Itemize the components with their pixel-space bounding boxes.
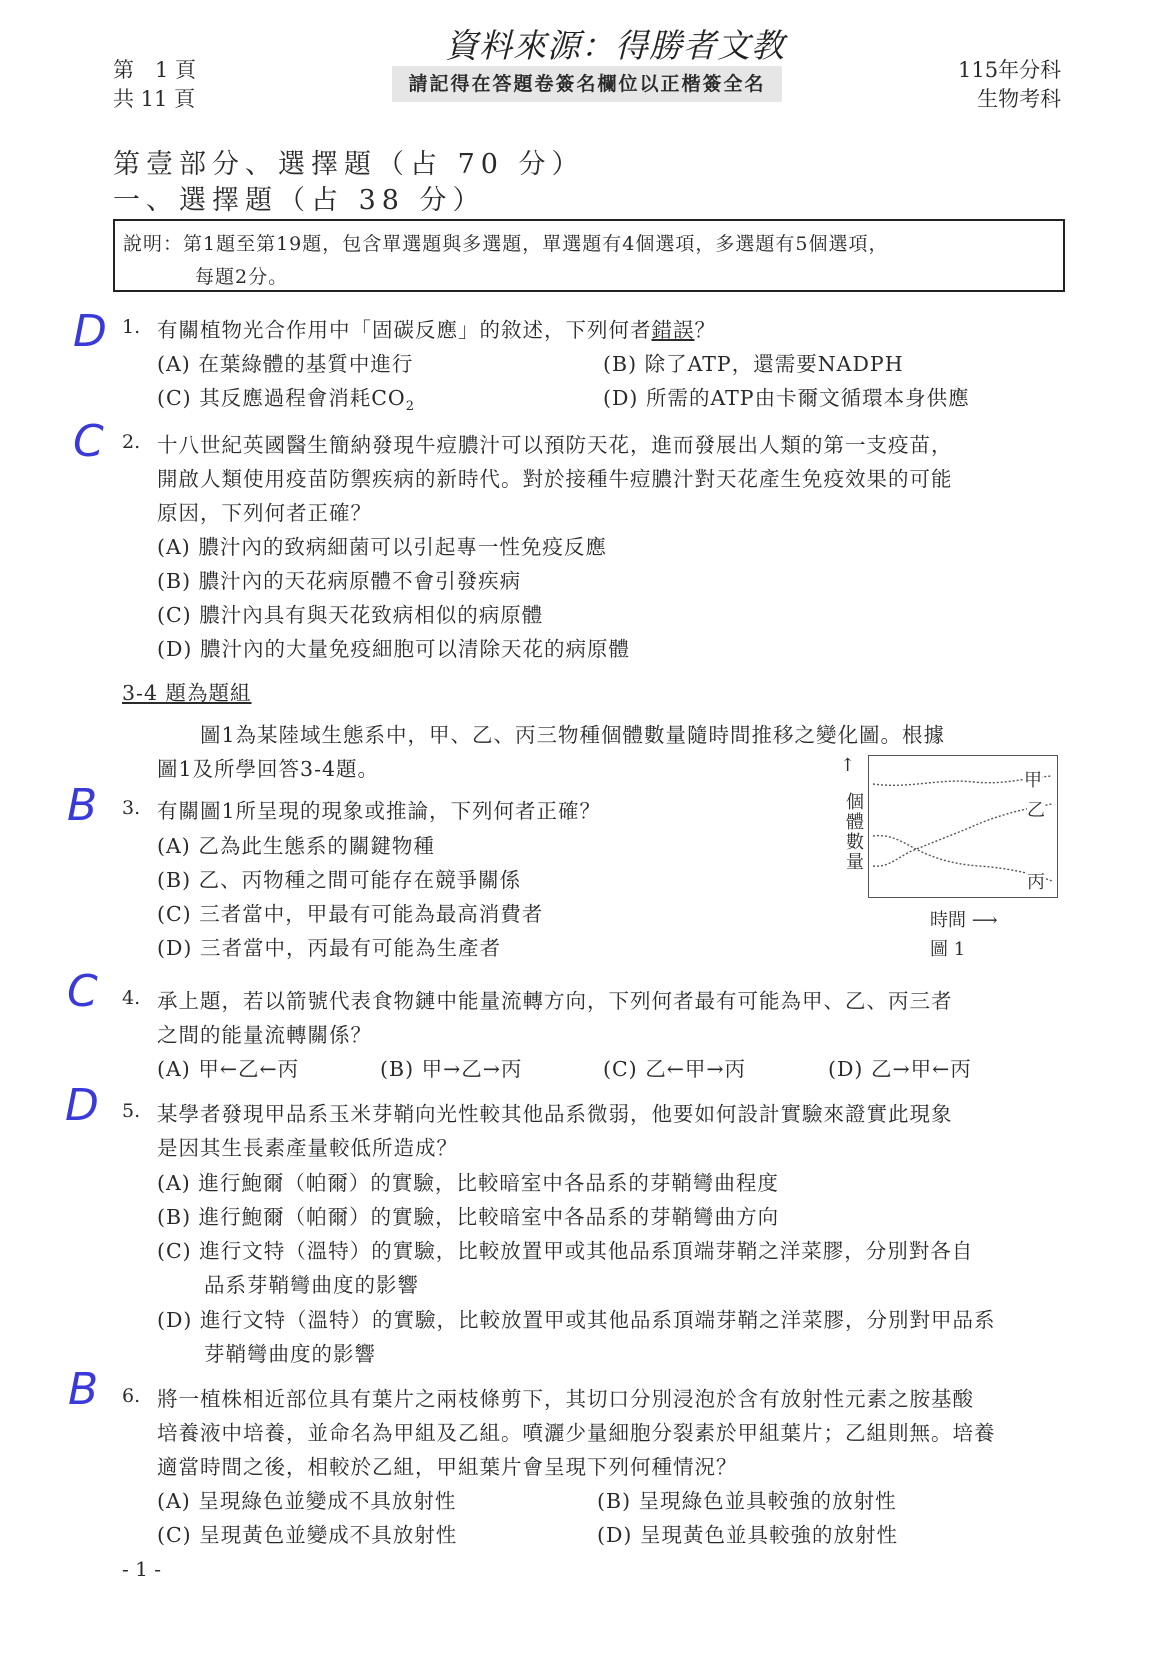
instruction-line-1: 說明：第1題至第19題，包含單選題與多選題，單選題有4個選項，多選題有5個選項， <box>123 233 889 255</box>
stem-emphasis: 錯誤 <box>651 318 695 342</box>
option-d-continued: 芽鞘彎曲度的影響 <box>204 1342 376 1366</box>
question-number: 3. <box>122 797 141 819</box>
question-number: 4. <box>122 987 141 1009</box>
option-c-text: (C) 其反應過程會消耗CO <box>157 386 406 410</box>
question-stem-line: 之間的能量流轉關係？ <box>157 1023 372 1047</box>
subscript-2: 2 <box>405 399 415 415</box>
option-c: (C) 膿汁內具有與天花致病相似的病原體 <box>157 603 544 627</box>
answer-mark-q2: C <box>73 416 104 467</box>
option-c <box>157 381 415 414</box>
option-a: (A) 呈現綠色並變成不具放射性 <box>157 1489 457 1513</box>
option-b: (B) 進行鮑爾（帕爾）的實驗，比較暗室中各品系的芽鞘彎曲方向 <box>157 1205 780 1229</box>
x-axis-text: 時間 <box>930 910 966 931</box>
group-intro-line: 圖1為某陸域生態系中，甲、乙、丙三物種個體數量隨時間推移之變化圖。根據 <box>200 723 946 747</box>
series-label-jia: 甲 <box>1024 766 1042 792</box>
question-stem-line: 承上題，若以箭號代表食物鏈中能量流轉方向，下列何者最有可能為甲、乙、丙三者 <box>157 989 953 1013</box>
question-stem-line: 開啟人類使用疫苗防禦疾病的新時代。對於接種牛痘膿汁對天花產生免疫效果的可能 <box>157 467 953 491</box>
question-stem-line: 培養液中培養，並命名為甲組及乙組。噴灑少量細胞分裂素於甲組葉片；乙組則無。培養 <box>157 1421 996 1445</box>
exam-subject <box>958 56 1061 114</box>
answer-mark-q5: D <box>65 1080 99 1131</box>
question-number: 5. <box>122 1100 141 1122</box>
option-c: (C) 三者當中，甲最有可能為最高消費者 <box>157 902 544 926</box>
option-a: (A) 進行鮑爾（帕爾）的實驗，比較暗室中各品系的芽鞘彎曲程度 <box>157 1171 779 1195</box>
answer-mark-q3: B <box>67 780 98 831</box>
question-number: 2. <box>122 431 141 453</box>
x-axis-arrow: ⟶ <box>971 910 998 931</box>
option-b: (B) 甲→乙→丙 <box>380 1057 523 1081</box>
option-b: (B) 乙、丙物種之間可能存在競爭關係 <box>157 868 522 892</box>
question-number: 6. <box>122 1385 141 1407</box>
question-stem-line: 某學者發現甲品系玉米芽鞘向光性較其他品系微弱，他要如何設計實驗來證實此現象 <box>157 1102 953 1126</box>
question-number: 1. <box>122 316 141 338</box>
question-stem <box>157 313 716 343</box>
page-footer: - 1 - <box>122 1557 161 1581</box>
part-title: 第壹部分、選擇題（占 70 分） <box>113 149 585 180</box>
option-c-continued: 品系芽鞘彎曲度的影響 <box>204 1273 419 1297</box>
series-label-bing: 丙 <box>1027 868 1045 894</box>
question-stem-line: 適當時間之後，相較於乙組，甲組葉片會呈現下列何種情況？ <box>157 1455 738 1479</box>
exam-line-1: 115年分科 <box>958 58 1062 82</box>
page-line-2: 共 11 頁 <box>113 87 196 111</box>
section-title: 一、選擇題（占 38 分） <box>113 185 486 216</box>
question-stem: 有關圖1所呈現的現象或推論，下列何者正確？ <box>157 799 602 823</box>
source-note: 資料來源：得勝者文教 <box>445 26 785 65</box>
option-d: (D) 乙→甲←丙 <box>828 1057 972 1081</box>
option-c: (C) 呈現黃色並變成不具放射性 <box>157 1523 458 1547</box>
question-stem-line: 十八世紀英國醫生簡納發現牛痘膿汁可以預防天花，進而發展出人類的第一支疫苗， <box>157 433 953 457</box>
instruction-line-2: 每題2分。 <box>195 266 289 288</box>
curve-yi <box>873 804 1052 866</box>
question-stem-line: 是因其生長素產量較低所造成？ <box>157 1136 458 1160</box>
stem-text: 有關植物光合作用中「固碳反應」的敘述，下列何者 <box>157 318 652 342</box>
answer-mark-q4: C <box>67 966 98 1017</box>
option-d: (D) 三者當中，丙最有可能為生產者 <box>157 936 501 960</box>
group-title: 3-4 題為題組 <box>122 681 252 705</box>
figure-caption: 圖 1 <box>930 939 966 960</box>
option-d: (D) 膿汁內的大量免疫細胞可以清除天花的病原體 <box>157 637 630 661</box>
instruction-box <box>113 219 1065 292</box>
option-a: (A) 乙為此生態系的關鍵物種 <box>157 834 435 858</box>
question-stem-line: 將一植株相近部位具有葉片之兩枝條剪下，其切口分別浸泡於含有放射性元素之胺基酸 <box>157 1387 974 1411</box>
option-a: (A) 甲←乙←丙 <box>157 1057 300 1081</box>
y-axis-arrow: ↑ <box>840 755 856 776</box>
series-label-yi: 乙 <box>1027 796 1045 822</box>
option-d: (D) 所需的ATP由卡爾文循環本身供應 <box>603 386 970 410</box>
group-intro-line: 圖1及所學回答3-4題。 <box>157 757 380 781</box>
answer-mark-q1: D <box>73 306 107 357</box>
page-number <box>113 56 196 114</box>
option-b: (B) 呈現綠色並具較強的放射性 <box>597 1489 897 1513</box>
signature-notice: 請記得在答題卷簽名欄位以正楷簽全名 <box>392 66 782 102</box>
y-axis-label: 個體數量 <box>843 792 864 872</box>
option-c: (C) 乙←甲→丙 <box>603 1057 747 1081</box>
exam-line-2: 生物考科 <box>977 87 1062 111</box>
answer-mark-q6: B <box>68 1364 99 1415</box>
option-c: (C) 進行文特（溫特）的實驗，比較放置甲或其他品系頂端芽鞘之洋菜膠，分別對各自 <box>157 1239 974 1263</box>
figure-1-plot <box>868 755 1058 898</box>
x-axis-label <box>930 906 998 932</box>
option-a: (A) 在葉綠體的基質中進行 <box>157 352 414 376</box>
option-a: (A) 膿汁內的致病細菌可以引起專一性免疫反應 <box>157 535 607 559</box>
option-b: (B) 膿汁內的天花病原體不會引發疾病 <box>157 569 522 593</box>
option-b: (B) 除了ATP，還需要NADPH <box>603 352 904 376</box>
option-d: (D) 呈現黃色並具較強的放射性 <box>597 1523 898 1547</box>
page-line-1: 第 1 頁 <box>113 58 197 82</box>
question-stem-line: 原因，下列何者正確？ <box>157 501 372 525</box>
stem-tail: ？ <box>694 318 716 342</box>
option-d: (D) 進行文特（溫特）的實驗，比較放置甲或其他品系頂端芽鞘之洋菜膠，分別對甲品系 <box>157 1308 996 1332</box>
